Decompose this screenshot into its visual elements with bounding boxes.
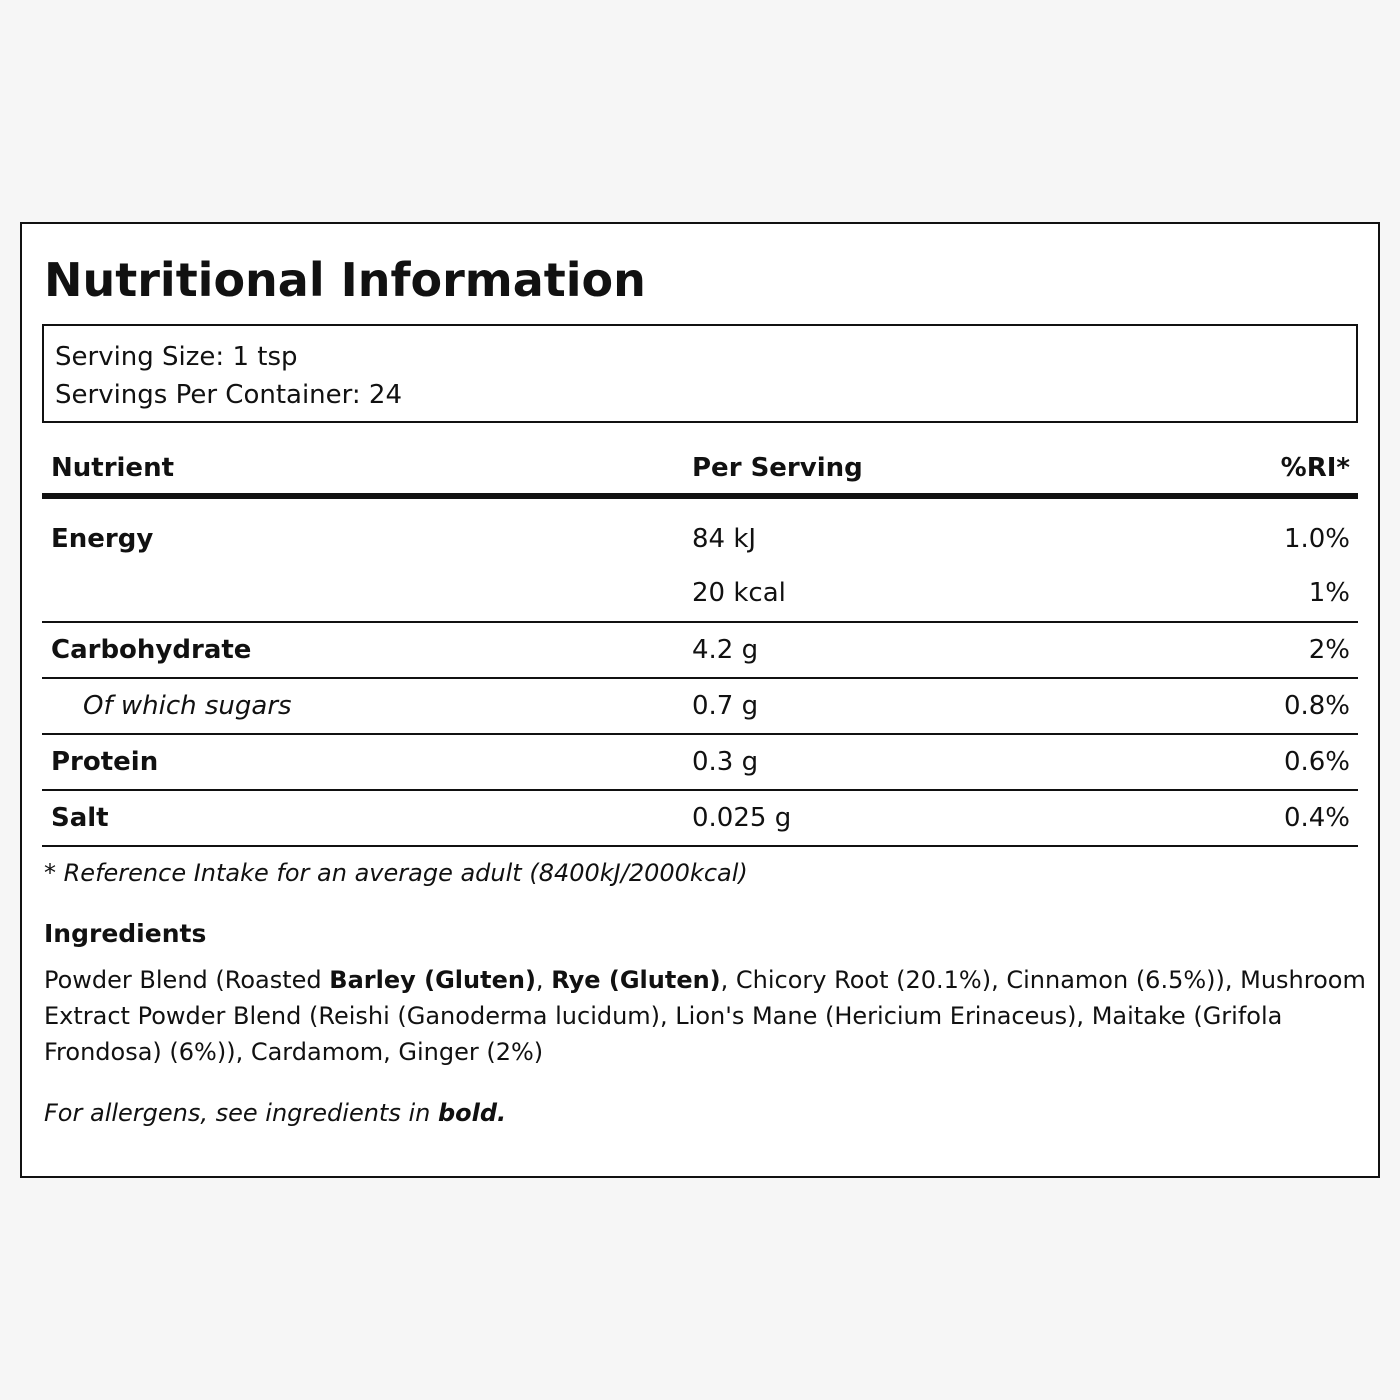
nutrition-table xyxy=(42,444,1358,847)
nutrient-name: Protein xyxy=(51,747,159,777)
ingredients-line xyxy=(44,962,1366,998)
reference-intake-footnote: * Reference Intake for an average adult (8400kJ/2000kcal) xyxy=(44,859,748,887)
nutrient-ri: 2% xyxy=(1308,635,1350,665)
nutrient-ri: 0.4% xyxy=(1283,803,1350,833)
ingredients-line: Frondosa) (6%)), Cardamom, Ginger (2%) xyxy=(44,1038,544,1066)
page-title: Nutritional Information xyxy=(44,253,646,307)
servings-per-container: Servings Per Container: 24 xyxy=(55,380,403,410)
nutrient-value: 4.2 g xyxy=(692,635,759,665)
energy-kcal-ri: 1% xyxy=(1308,578,1350,608)
ingredient-text: , Chicory Root (20.1%), Cinnamon (6.5%)), Mushroom xyxy=(720,966,1366,994)
nutrient-value: 0.7 g xyxy=(692,691,759,721)
nutrient-ri: 0.6% xyxy=(1283,747,1350,777)
allergen-ingredient: Rye (Gluten) xyxy=(551,966,721,994)
nutrient-name: Carbohydrate xyxy=(51,635,252,665)
ingredient-text: Powder Blend (Roasted xyxy=(44,966,330,994)
ingredients-heading: Ingredients xyxy=(44,919,207,948)
nutrient-value: 0.025 g xyxy=(692,803,792,833)
table-header-row xyxy=(42,444,1358,499)
header-per-serving: Per Serving xyxy=(692,453,863,483)
energy-kcal-value: 20 kcal xyxy=(692,578,786,608)
nutrient-name: Salt xyxy=(51,803,109,833)
header-nutrient: Nutrient xyxy=(51,453,175,483)
table-row xyxy=(42,679,1358,735)
nutrient-name: Energy xyxy=(51,524,154,554)
allergen-note xyxy=(44,1096,506,1130)
ingredients-line: Extract Powder Blend (Reishi (Ganoderma lucidum), Lion's Mane (Hericium Erinaceus), Maitake (Grifola xyxy=(44,1002,1283,1030)
table-row xyxy=(42,623,1358,679)
nutrient-value: 0.3 g xyxy=(692,747,759,777)
allergen-ingredient: Barley (Gluten) xyxy=(329,966,536,994)
ingredient-text: , xyxy=(535,966,552,994)
table-row xyxy=(42,791,1358,847)
nutrient-ri: 0.8% xyxy=(1283,691,1350,721)
serving-size: Serving Size: 1 tsp xyxy=(55,342,298,372)
nutrient-name: Of which sugars xyxy=(83,691,292,721)
header-ri: %RI* xyxy=(1280,453,1350,483)
nutrition-label-panel xyxy=(20,222,1380,1178)
table-row xyxy=(42,735,1358,791)
energy-kj-value: 84 kJ xyxy=(692,524,757,554)
energy-kj-ri: 1.0% xyxy=(1283,524,1350,554)
table-row-energy xyxy=(42,499,1358,623)
allergen-note-bold: bold. xyxy=(437,1099,507,1127)
serving-info-box xyxy=(42,324,1358,423)
allergen-note-text: For allergens, see ingredients in xyxy=(44,1099,438,1127)
ingredients-list xyxy=(44,962,1366,1070)
